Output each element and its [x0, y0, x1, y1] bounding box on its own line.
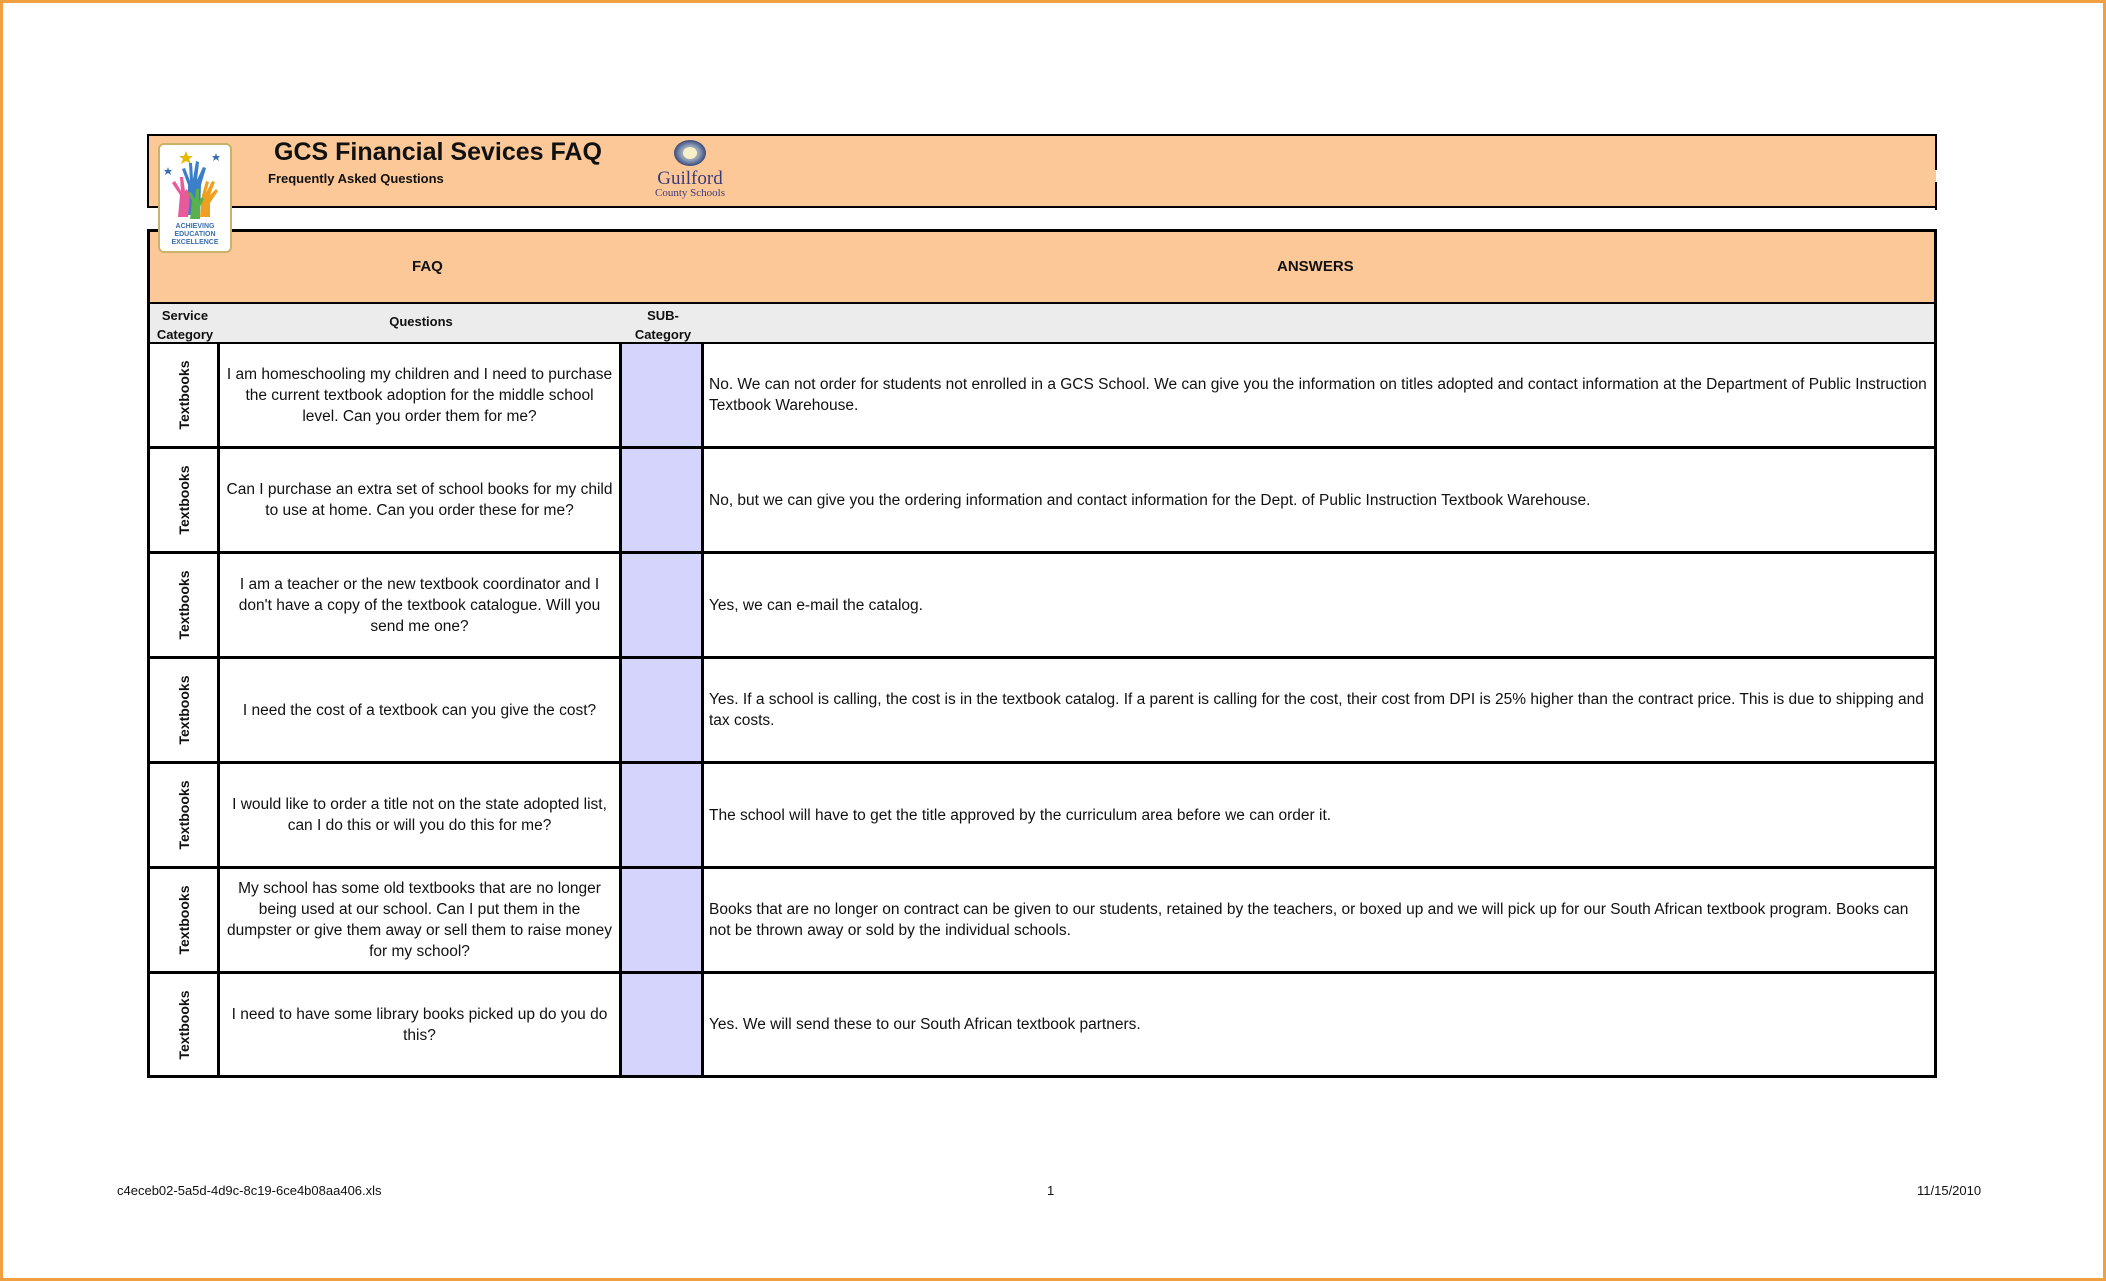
- answer-cell: No. We can not order for students not enrolled in a GCS School. We can give you the information on titles adopted and contact information at the Department of Public Instruction Textbook Warehouse.: [709, 376, 1927, 414]
- sub-category-cell: [622, 764, 704, 866]
- question-cell: Can I purchase an extra set of school books for my child to use at home. Can you order these for me?: [220, 449, 622, 551]
- sub-category-header: SUB-Category: [634, 308, 692, 342]
- faq-table: [147, 229, 1937, 1078]
- sub-category-cell: [622, 554, 704, 656]
- achieving-education-excellence-logo: [158, 143, 232, 253]
- answer-cell: Books that are no longer on contract can be given to our students, retained by the teachers, or boxed up and we will pick up for our South African textbook program. Books can not be thrown away or sold by the individual schools.: [709, 901, 1909, 939]
- category-cell: [150, 344, 220, 446]
- seal-text: ACHIEVING EDUCATION EXCELLENCE: [171, 223, 219, 246]
- question-cell: I need to have some library books picked up do you do this?: [220, 974, 622, 1075]
- footer-date: 11/15/2010: [1917, 1183, 1982, 1198]
- question-cell: I am homeschooling my children and I need to purchase the current textbook adoption for the middle school level. Can you order them for me?: [220, 344, 622, 446]
- footer-filename: c4eceb02-5a5d-4d9c-8c19-6ce4b08aa406.xls: [117, 1183, 382, 1198]
- report-header: [147, 134, 1936, 208]
- category-cell: [150, 764, 220, 866]
- table-row: [150, 554, 1934, 659]
- category-cell: [150, 554, 220, 656]
- questions-header: Questions: [389, 314, 453, 329]
- table-row: [150, 869, 1934, 974]
- category-cell: [150, 869, 220, 971]
- page-subtitle: Frequently Asked Questions: [268, 171, 444, 186]
- guilford-logo-name: Guilford: [657, 168, 723, 189]
- table-header-row: [150, 232, 1934, 304]
- guilford-logo-subtitle: County Schools: [655, 187, 725, 199]
- answer-cell: Yes. If a school is calling, the cost is in the textbook catalog. If a parent is calling for the cost, their cost from DPI is 25% higher than the contract price. This is due to shipping and tax costs.: [709, 691, 1924, 729]
- answer-cell: Yes, we can e-mail the catalog.: [709, 596, 923, 614]
- category-label: Textbooks: [175, 465, 192, 535]
- sub-category-cell: [622, 974, 704, 1075]
- answer-cell: Yes. We will send these to our South African textbook partners.: [709, 1016, 1141, 1033]
- table-row: [150, 659, 1934, 764]
- service-category-header: Service Category: [156, 308, 214, 342]
- column-header-row: [150, 304, 1934, 344]
- category-label: Textbooks: [175, 570, 192, 640]
- answer-cell: No, but we can give you the ordering information and contact information for the Dept. of Public Instruction Textbook Warehouse.: [709, 491, 1591, 509]
- answers-heading: ANSWERS: [1277, 258, 1354, 275]
- question-cell: My school has some old textbooks that are no longer being used at our school. Can I put them in the dumpster or give them away or sell them to raise money for my school?: [220, 869, 622, 971]
- guilford-county-schools-logo: [640, 137, 736, 203]
- table-row: [150, 449, 1934, 554]
- question-cell: I need the cost of a textbook can you give the cost?: [220, 659, 622, 761]
- question-cell: I am a teacher or the new textbook coordinator and I don't have a copy of the textbook catalogue. Will you send me one?: [220, 554, 622, 656]
- category-cell: [150, 659, 220, 761]
- table-row: [150, 344, 1934, 449]
- category-cell: [150, 449, 220, 551]
- sub-category-cell: [622, 344, 704, 446]
- sub-category-cell: [622, 449, 704, 551]
- category-cell: [150, 974, 220, 1075]
- footer-page-number: 1: [1047, 1183, 1055, 1198]
- page-title: GCS Financial Sevices FAQ: [274, 138, 602, 166]
- category-label: Textbooks: [175, 990, 192, 1059]
- answer-cell: The school will have to get the title approved by the curriculum area before we can order it.: [709, 806, 1332, 824]
- category-label: Textbooks: [175, 780, 192, 850]
- sub-category-cell: [622, 869, 704, 971]
- sub-category-cell: [622, 659, 704, 761]
- table-row: [150, 764, 1934, 869]
- category-label: Textbooks: [175, 360, 192, 430]
- category-label: Textbooks: [175, 675, 192, 745]
- category-label: Textbooks: [175, 885, 192, 955]
- table-row: [150, 974, 1934, 1075]
- question-cell: I would like to order a title not on the state adopted list, can I do this or will you do this for me?: [220, 764, 622, 866]
- faq-heading: FAQ: [412, 258, 443, 275]
